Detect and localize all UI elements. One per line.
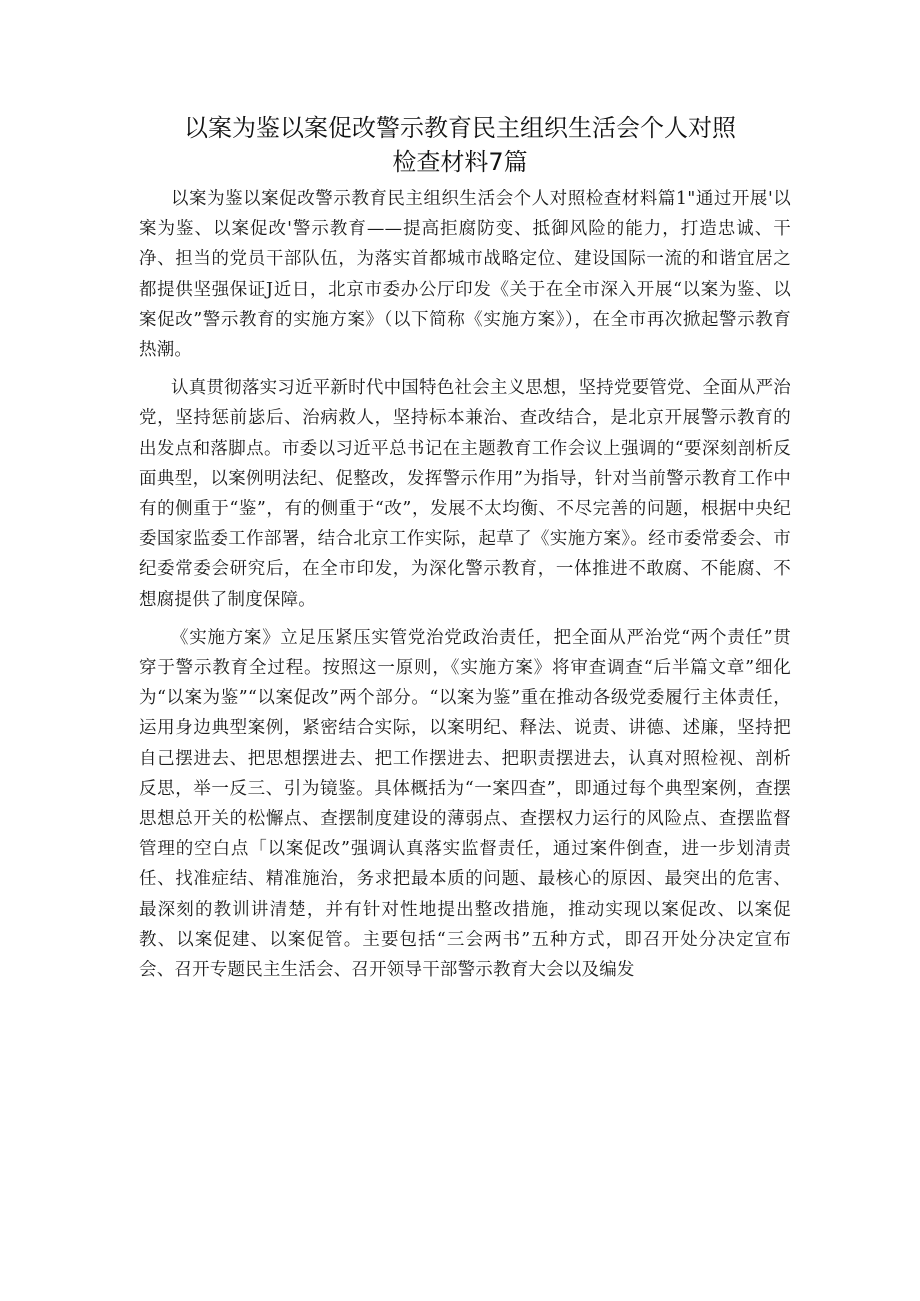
paragraph-2: 认真贯彻落实习近平新时代中国特色社会主义思想，坚持党要管党、全面从严治党，坚持惩前毖后、治病救人，坚持标本兼治、查改结合，是北京开展警示教育的出发点和落脚点。市委以习近平总书记在主题教育工作会议上强调的“要深刻剖析反面典型，以案例明法纪、促整改，发挥警示作用”为指导，针对当前警示教育工作中有的侧重于“鉴”，有的侧重于“改”，发展不太均衡、不尽完善的问题，根据中央纪委国家监委工作部署，结合北京工作实际，起草了《实施方案》。经市委常委会、市纪委常委会研究后，在全市印发，为深化警示教育，一体推进不敢腐、不能腐、不想腐提供了制度保障。	[139, 378, 791, 610]
paragraph-3: 《实施方案》立足压紧压实管党治党政治责任，把全面从严治党“两个责任”贯穿于警示教育全过程。按照这一原则，《实施方案》将审查调查“后半篇文章”细化为“以案为鉴”“以案促改”两个部分。“以案为鉴”重在推动各级党委履行主体责任，运用身边典型案例，紧密结合实际，以案明纪、释法、说责、讲德、述廉，坚持把自己摆进去、把思想摆进去、把工作摆进去、把职责摆进去，认真对照检视、剖析反思，举一反三、引为镜鉴。具体概括为“一案四查”，即通过每个典型案例，查摆思想总开关的松懈点、查摆制度建设的薄弱点、查摆权力运行的风险点、查摆监督管理的空白点「以案促改”强调认真落实监督责任，通过案件倒查，进一步划清责任、找准症结、精准施治，务求把最本质的问题、最核心的原因、最突出的危害、最深刻的教训讲清楚，并有针对性地提出整改措施，推动实现以案促改、以案促教、以案促建、以案促管。主要包括“三会两书”五种方式，即召开处分决定宣布会、召开专题民主生活会、召开领导干部警示教育大会以及编发	[139, 627, 791, 981]
paragraph-1: 以案为鉴以案促改警示教育民主组织生活会个人对照检查材料篇1"通过开展'以案为鉴、以案促改'警示教育——提高拒腐防变、抵御风险的能力，打造忠诚、干净、担当的党员干部队伍，为落实首都城市战略定位、建设国际一流的和谐宜居之都提供坚强保证J近日，北京市委办公厅印发《关于在全市深入开展“以案为鉴、以案促改”警示教育的实施方案》（以下简称《实施方案》），在全市再次掀起警示教育热潮。	[139, 189, 791, 361]
document-body	[139, 184, 791, 993]
document-title-line-2: 检查材料7篇	[392, 148, 528, 176]
document-title-line-1: 以案为鉴以案促改警示教育民主组织生活会个人对照	[184, 114, 736, 142]
